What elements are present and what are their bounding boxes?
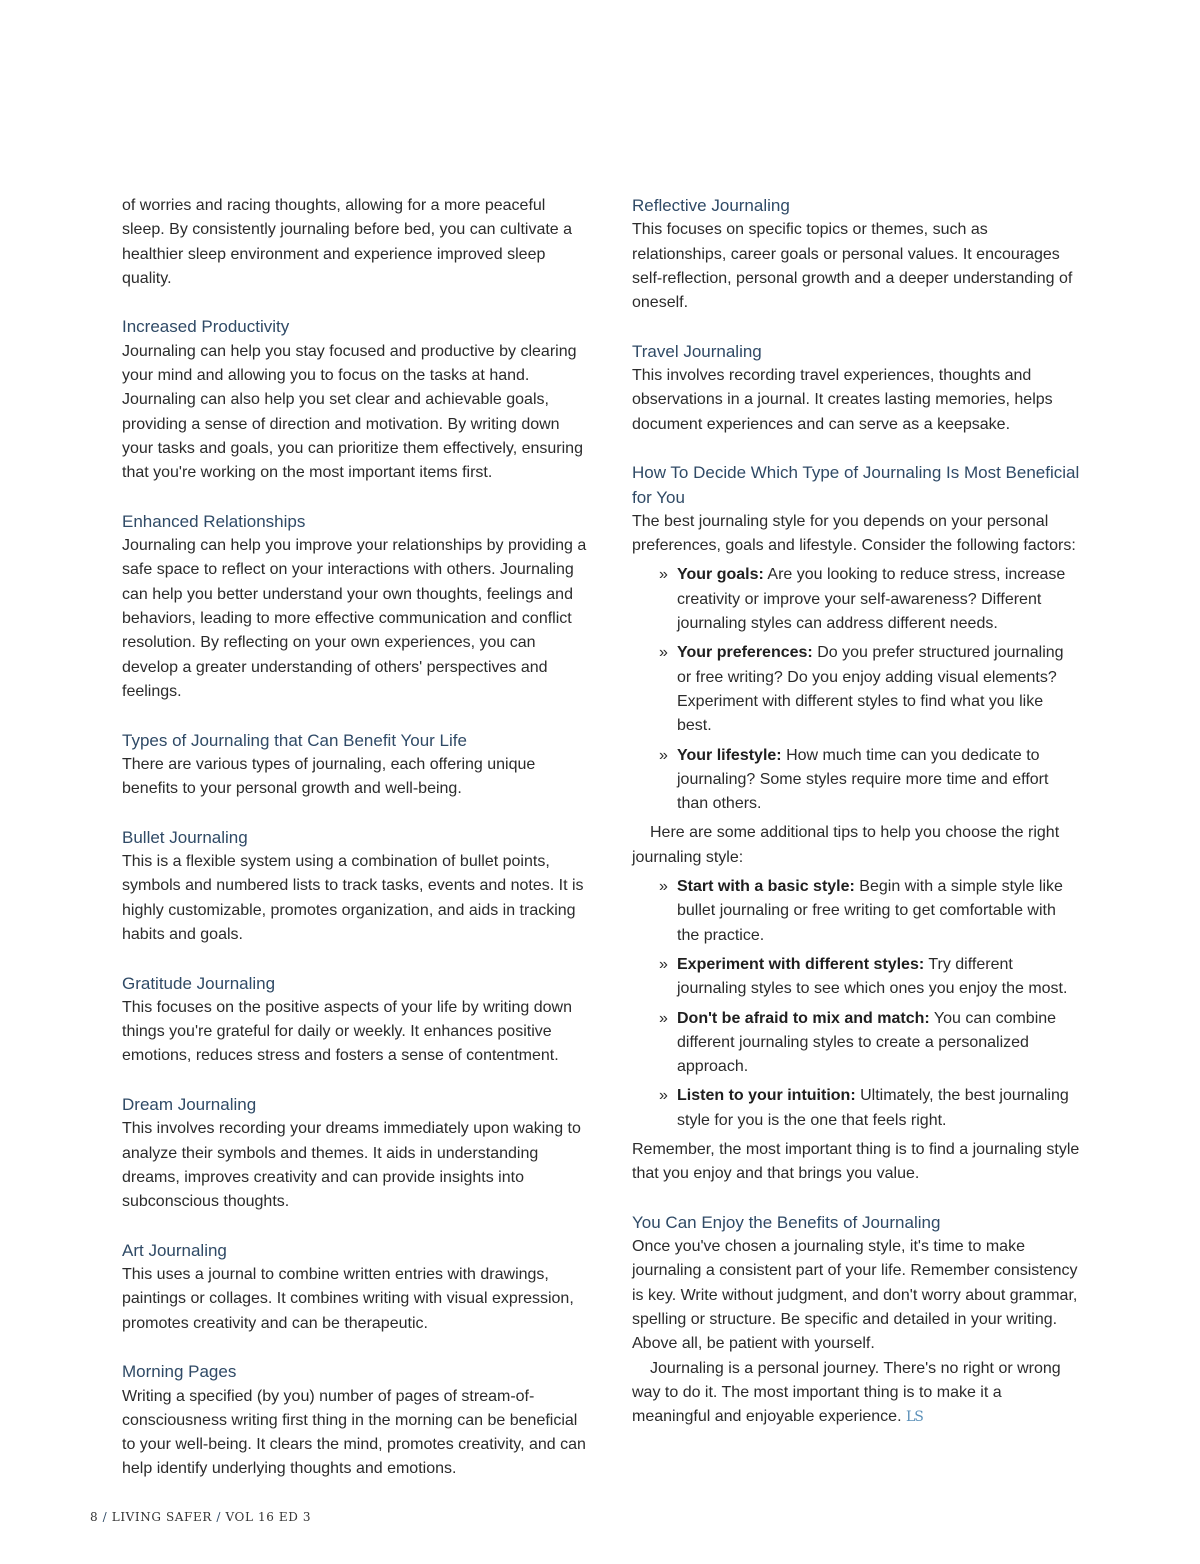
section-heading: Gratitude Journaling: [122, 973, 276, 993]
section-body: This involves recording your dreams immediately upon waking to analyze their symbols and themes. It aids in understanding dreams, improves creativity and can provide insights into subconscious thoughts.: [122, 1120, 581, 1211]
section-heading: You Can Enjoy the Benefits of Journaling: [632, 1212, 941, 1232]
section-travel-journaling: [632, 340, 1082, 437]
section-body: The best journaling style for you depends on your personal preferences, goals and lifestyle. Consider the following factors:: [632, 512, 1076, 555]
section-reflective-journaling: [632, 194, 1082, 315]
intro-paragraph: of worries and racing thoughts, allowing for a more peaceful sleep. By consistently journaling before bed, you can cultivate a healthier sleep environment and experience improved sleep quality.: [122, 197, 573, 287]
section-how-to-decide: [632, 461, 1082, 1186]
section-body: Journaling can help you stay focused and productive by clearing your mind and allowing you to focus on the tasks at hand. Journaling can also help you set clear and achievable goals, providing a sense of direction and motivation. By writing down your tasks and goals, you can prioritize them effectively, ensuring that you're working on the most important items first.: [122, 342, 583, 482]
list-item: [659, 1084, 1082, 1133]
section-body: This focuses on specific topics or themes, such as relationships, career goals or personal values. It encourages self-reflection, personal growth and a deeper understanding of oneself.: [632, 221, 1073, 312]
section-morning-pages: [122, 1360, 588, 1481]
section-dream-journaling: [122, 1093, 588, 1214]
section-body: This is a flexible system using a combination of bullet points, symbols and numbered lists to track tasks, events and notes. It is highly customizable, promotes organization, and aids in tracking habits and goals.: [122, 853, 584, 943]
list-item-text: Do you prefer structured journaling or free writing? Do you enjoy adding visual elements? Experiment with different styles to find what you like best.: [677, 644, 1064, 735]
section-heading: Travel Journaling: [632, 341, 762, 361]
tips-list: [632, 875, 1082, 1133]
footer-separator: /: [102, 1510, 108, 1524]
section-heading: Increased Productivity: [122, 317, 290, 337]
section-enhanced-relationships: [122, 510, 588, 704]
list-item-label: Your goals:: [677, 566, 764, 584]
page-footer: [90, 1510, 311, 1524]
list-item-text: Begin with a simple style like bullet journaling or free writing to get comfortable with the practice.: [677, 878, 1063, 944]
section-body: This involves recording travel experiences, thoughts and observations in a journal. It creates lasting memories, helps document experiences and can serve as a keepsake.: [632, 367, 1053, 433]
section-body: This focuses on the positive aspects of your life by writing down things you're grateful for daily or weekly. It enhances positive emotions, reduces stress and fosters a sense of contentment.: [122, 998, 572, 1065]
section-enjoy-benefits: [632, 1211, 1082, 1430]
list-item: [659, 1007, 1082, 1080]
section-body: There are various types of journaling, each offering unique benefits to your personal growth and well-being.: [122, 755, 536, 798]
section-heading: Morning Pages: [122, 1362, 237, 1382]
list-item-text: How much time can you dedicate to journaling? Some styles require more time and effort than others.: [677, 746, 1049, 813]
tips-intro: Here are some additional tips to help you choose the right journaling style:: [632, 824, 1060, 866]
right-column: [632, 194, 1082, 1430]
factors-list: [632, 563, 1082, 816]
page-number: 8: [90, 1510, 99, 1524]
section-gratitude-journaling: [122, 972, 588, 1069]
section-heading: How To Decide Which Type of Journaling Is Most Beneficial for You: [632, 463, 1080, 507]
bullet-mark: »: [659, 1009, 668, 1027]
list-item-text: Try different journaling styles to see which ones you enjoy the most.: [677, 955, 1068, 998]
list-item-label: Your preferences:: [677, 644, 813, 662]
section-increased-productivity: [122, 315, 588, 485]
section-art-journaling: [122, 1239, 588, 1336]
section-heading: Dream Journaling: [122, 1094, 257, 1114]
end-mark-logo-icon: LS: [905, 1409, 923, 1426]
list-item-label: Don't be afraid to mix and match:: [677, 1009, 930, 1027]
section-body: This uses a journal to combine written entries with drawings, paintings or collages. It combines writing with visual expression, promotes creativity and can be therapeutic.: [122, 1266, 574, 1332]
bullet-mark: »: [659, 746, 668, 764]
list-item-text: Are you looking to reduce stress, increase creativity or improve your self-awareness? Different journaling styles can address different needs.: [677, 566, 1066, 633]
bullet-mark: »: [659, 566, 668, 584]
list-item-label: Your lifestyle:: [677, 746, 782, 764]
bullet-mark: »: [659, 1087, 668, 1105]
section-heading: Reflective Journaling: [632, 196, 790, 215]
section-body: Journaling can help you improve your relationships by providing a safe space to reflect on your interactions with others. Journaling can help you better understand your own thoughts, feelings and behaviors, leading to more effective communication and conflict resolution. By reflecting on your own experiences, you can develop a greater understanding of others' perspectives and feelings.: [122, 537, 587, 700]
section-heading: Enhanced Relationships: [122, 511, 306, 531]
bullet-mark: »: [659, 644, 668, 662]
section-body: Writing a specified (by you) number of pages of stream-of-consciousness writing first thing in the morning can be beneficial to your well-being. It clears the mind, promotes creativity, and can help identify underlying thoughts and emotions.: [122, 1387, 586, 1478]
issue-label: VOL 16 ED 3: [225, 1510, 312, 1524]
section-heading: Types of Journaling that Can Benefit Your Life: [122, 730, 467, 750]
section-heading: Bullet Journaling: [122, 827, 248, 847]
list-item: [659, 875, 1082, 948]
closing-paragraph: Remember, the most important thing is to find a journaling style that you enjoy and that brings you value.: [632, 1140, 1080, 1183]
final-paragraph-text: Journaling is a personal journey. There's no right or wrong way to do it. The most important thing is to make it a meaningful and enjoyable experience.: [632, 1359, 1061, 1426]
final-paragraph: [632, 1357, 1082, 1430]
list-item: [659, 641, 1082, 738]
list-item: [659, 744, 1082, 817]
section-body: Once you've chosen a journaling style, it's time to make journaling a consistent part of your life. Remember consistency is key. Write without judgment, and don't worry about grammar, spelling or structure. Be specific and detailed in your writing. Above all, be patient with yourself.: [632, 1238, 1078, 1353]
bullet-mark: »: [659, 878, 668, 896]
section-types-of-journaling: [122, 729, 588, 802]
list-item-label: Start with a basic style:: [677, 878, 855, 896]
list-item-label: Experiment with different styles:: [677, 955, 925, 973]
publication-name: LIVING SAFER: [111, 1510, 212, 1524]
section-bullet-journaling: [122, 826, 588, 947]
list-item-text: You can combine different journaling styles to create a personalized approach.: [677, 1009, 1057, 1076]
bullet-mark: »: [659, 955, 668, 973]
footer-separator: /: [216, 1510, 222, 1524]
left-column: [122, 194, 588, 1482]
list-item: [659, 953, 1082, 1002]
list-item: [659, 563, 1082, 636]
section-heading: Art Journaling: [122, 1240, 227, 1260]
list-item-text: Ultimately, the best journaling style for you is the one that feels right.: [677, 1087, 1069, 1129]
list-item-label: Listen to your intuition:: [677, 1087, 856, 1105]
